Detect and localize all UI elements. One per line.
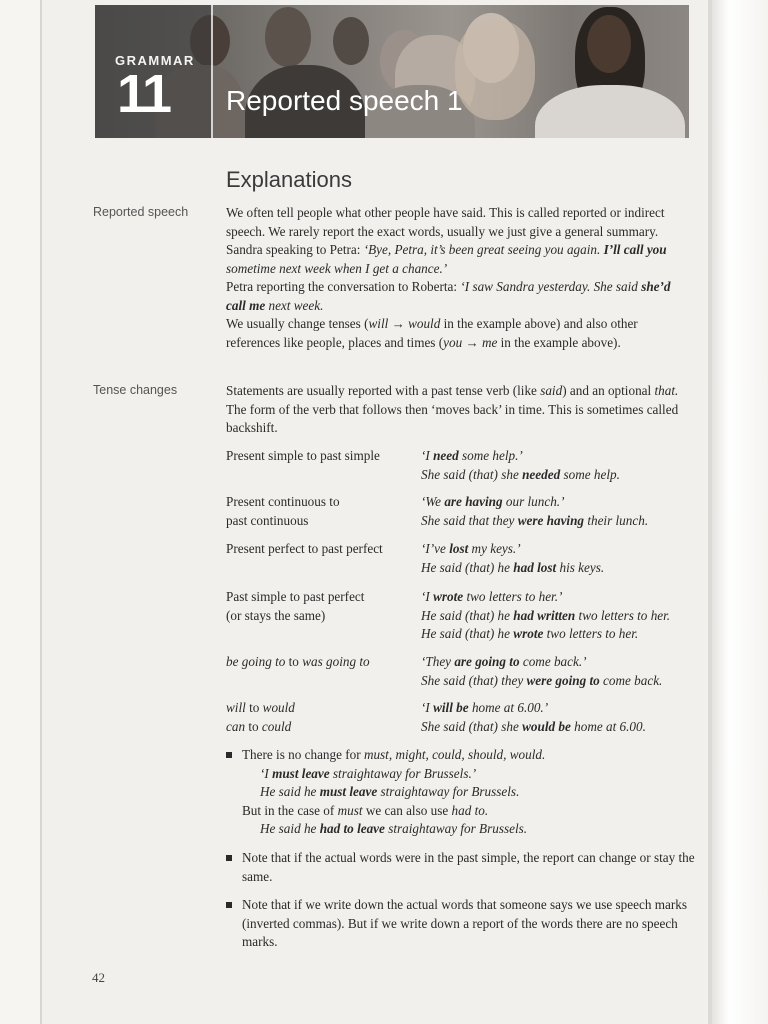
example-lead: Petra reporting the conversation to Roberta: (226, 279, 461, 294)
unit-number: 11 (117, 64, 171, 124)
tense-example (421, 699, 701, 736)
rule-text: Past simple to past perfect (226, 589, 365, 604)
paragraph (226, 241, 686, 278)
text: that. (654, 383, 679, 398)
bullet-item (226, 896, 696, 952)
paragraph: We often tell people what other people have said. This is called reported or indirect speech. We rarely report the exact words, usually we just give a general summary. (226, 205, 665, 239)
report-line: She said (that) she needed some help. (421, 466, 620, 482)
example-quote: next week. (265, 297, 324, 313)
arrow-icon: → (388, 316, 409, 331)
tense-example (421, 540, 701, 577)
section-heading: Explanations (226, 167, 352, 192)
rule-text: can to could (226, 718, 292, 734)
example-line: He said he must leave straightaway for Brussels. (260, 784, 520, 799)
example-quote-bold: she’d call me (226, 279, 671, 313)
quote-line: ‘They are going to come back.’ (421, 654, 587, 669)
example-quote: ‘I saw Sandra yesterday. She said (460, 279, 642, 294)
bullet-item (226, 746, 696, 839)
side-label-tense-changes: Tense changes (93, 383, 178, 397)
page-title: Reported speech 1 (226, 85, 463, 116)
tense-rule (226, 540, 411, 559)
report-line: She said that they were having their lunch. (421, 512, 649, 528)
rule-text: be going to to was going to (226, 654, 370, 669)
text: in the example above) and also other references like people, places and times ( (226, 316, 638, 350)
tense-rule (226, 588, 411, 625)
example-quote: ‘Bye, Petra, it’s been great seeing you again. (363, 242, 604, 257)
tense-example (421, 447, 701, 484)
bullet-square-icon (226, 752, 232, 758)
text: said (540, 383, 563, 398)
bullet-text: Note that if we write down the actual words that someone says we use speech marks (inverted commas). But if we write down a report of the words there are no speech marks. (242, 897, 687, 949)
rule-text: Present simple to past simple (226, 448, 380, 463)
text: Statements are usually reported with a past tense verb (like (226, 383, 541, 398)
text: you (443, 334, 463, 350)
report-line: He said (that) he had lost his keys. (421, 559, 605, 575)
rule-text: Present perfect to past perfect (226, 541, 383, 556)
text: will (368, 316, 389, 331)
bullet-text: Note that if the actual words were in the past simple, the report can change or stay the same. (242, 850, 695, 884)
bullet-square-icon (226, 855, 232, 861)
text: The form of the verb that follows then ‘moves back’ in time. This is sometimes called backshift. (226, 401, 679, 435)
report-line: He said (that) he had written two letters to her. (421, 607, 671, 623)
side-label-reported-speech: Reported speech (93, 205, 189, 219)
chapter-banner (95, 5, 689, 138)
quote-line: ‘I wrote two letters to her.’ (421, 589, 563, 604)
rule-text: Present continuous to (226, 494, 340, 509)
report-line: He said (that) he wrote two letters to her. (421, 626, 639, 641)
quote-line: ‘I’ve lost my keys.’ (421, 541, 521, 556)
report-line: She said (that) she would be home at 6.00. (421, 718, 646, 734)
tense-rule (226, 493, 411, 530)
tense-example (421, 653, 701, 690)
scan-left-shadow (40, 0, 42, 1024)
bullet-text: There is no change for must, might, could, should, would. (242, 747, 546, 762)
page-number: 42 (92, 970, 105, 985)
quote-line: ‘I will be home at 6.00.’ (421, 700, 549, 715)
tense-example (421, 493, 701, 530)
quote-line: ‘We are having our lunch.’ (421, 494, 565, 509)
grammar-label-box (95, 5, 211, 138)
tense-rule (226, 653, 411, 672)
bullet-text: But in the case of must we can also use had to. (242, 802, 489, 818)
example-line: He said he had to leave straightaway for Brussels. (260, 821, 528, 836)
scan-left-margin (0, 0, 40, 1024)
paragraph (226, 382, 686, 438)
tense-rule (226, 447, 411, 466)
text: me (481, 334, 498, 350)
text: ) and an optional (562, 383, 655, 398)
example-lead: Sandra speaking to Petra: (226, 242, 364, 257)
scan-right-edge (712, 0, 768, 1024)
rule-text: will to would (226, 700, 295, 715)
report-line: She said (that) they were going to come back. (421, 672, 663, 688)
paragraph (226, 315, 686, 352)
tense-changes-text (226, 382, 686, 438)
quote-line: ‘I need some help.’ (421, 448, 523, 463)
tense-example (421, 588, 701, 644)
grammar-label: GRAMMAR (115, 53, 195, 68)
rule-text: past continuous (226, 512, 309, 528)
arrow-icon: → (462, 334, 482, 350)
example-quote: sometime next week when I get a chance.’ (226, 260, 448, 276)
rule-text: (or stays the same) (226, 607, 326, 623)
text: We usually change tenses ( (226, 316, 369, 331)
banner-divider (211, 5, 213, 138)
example-quote-bold: I’ll call you (603, 242, 667, 257)
tense-rule (226, 699, 411, 736)
bullet-square-icon (226, 902, 232, 908)
paragraph (226, 278, 686, 315)
reported-speech-text (226, 204, 686, 352)
text: in the example above). (497, 334, 621, 350)
text: would (408, 316, 441, 331)
example-line: ‘I must leave straightaway for Brussels.’ (260, 765, 477, 781)
bullet-item (226, 849, 696, 886)
